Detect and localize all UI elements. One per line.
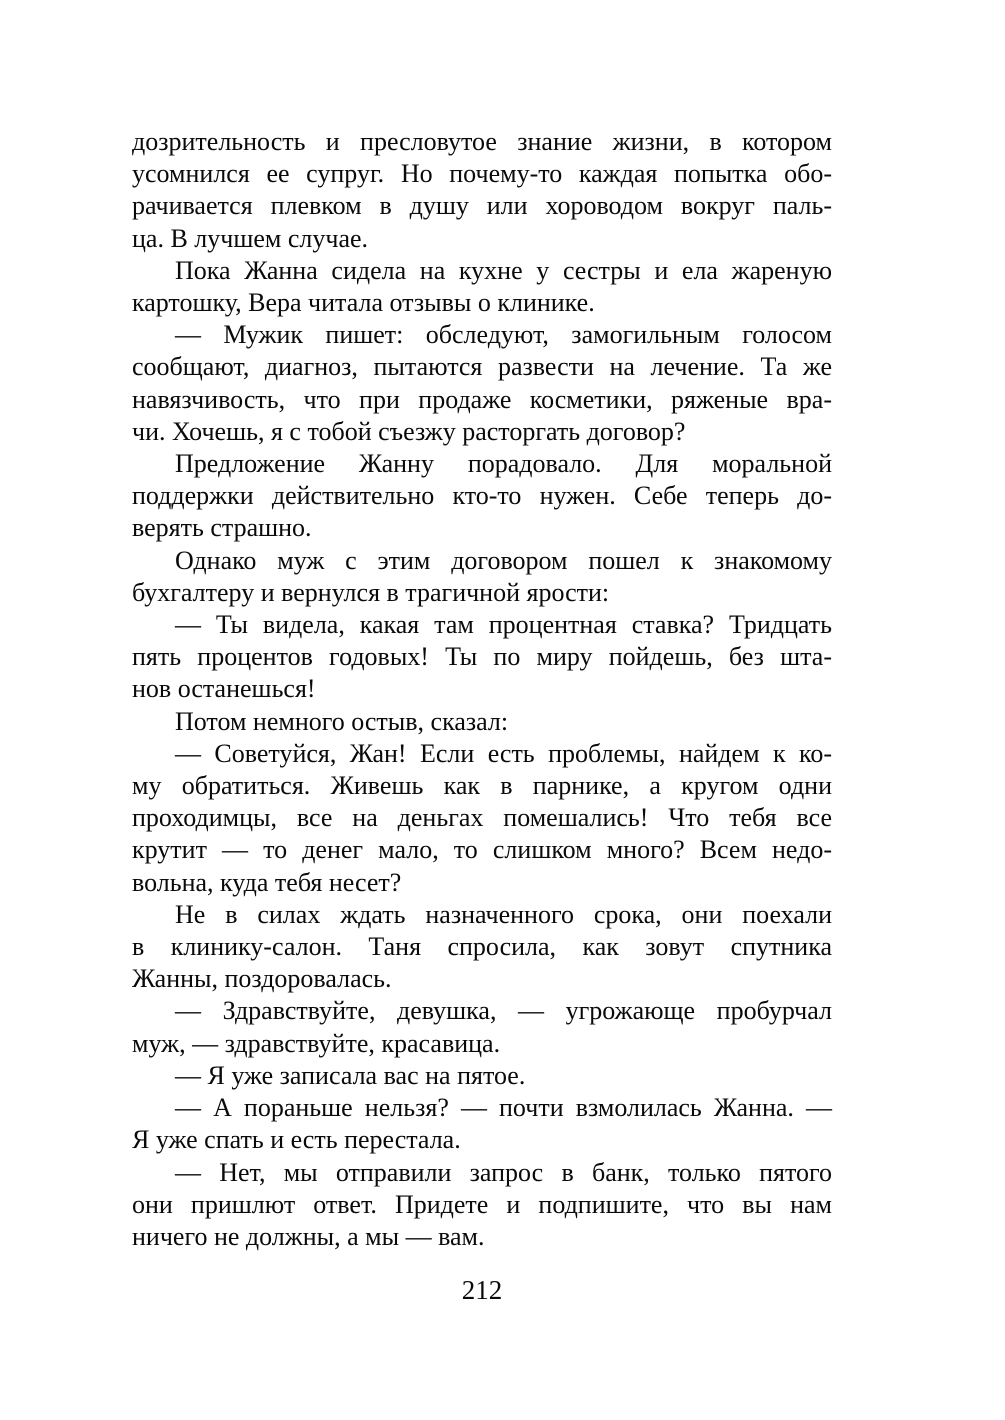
text-line: — Ты видела, какая там процентная ставка? Тридцать [175, 610, 832, 640]
text-line: бухгалтеру и вернулся в трагичной ярости: [132, 577, 610, 607]
text-line: усомнился ее супруг. Но почему-то каждая попытка обо- [132, 159, 832, 189]
text-line: му обратиться. Живешь как в парнике, а кругом одни [132, 771, 832, 801]
text-line: сообщают, диагноз, пытаются развести на лечение. Та же [132, 352, 832, 382]
text-line: Жанны, поздоровалась. [132, 964, 392, 994]
text-line: Однако муж с этим договором пошел к знакомому [175, 545, 832, 575]
text-line: крутит — то денег мало, то слишком много? Всем недо- [132, 835, 832, 865]
paragraph [132, 319, 832, 448]
text-line: Пока Жанна сидела на кухне у сестры и ела жареную [175, 255, 832, 285]
text-line: вольна, куда тебя несет? [132, 867, 402, 897]
text-line: пять процентов годовых! Ты по миру пойдешь, без шта- [132, 642, 832, 672]
text-line: картошку, Вера читала отзывы о клинике. [132, 288, 595, 318]
text-column [132, 126, 832, 1253]
paragraph [132, 448, 832, 545]
text-line: Не в силах ждать назначенного срока, они поехали [175, 899, 832, 929]
text-line: поддержки действительно кто-то нужен. Себе теперь до- [132, 481, 832, 511]
text-line: — Здравствуйте, девушка, — угрожающе пробурчал [175, 996, 832, 1026]
paragraph [132, 1092, 832, 1156]
text-line: чи. Хочешь, я с тобой съезжу расторгать договор? [132, 416, 686, 446]
text-line: в клинику-салон. Таня спросила, как зовут спутника [132, 932, 832, 962]
paragraph [132, 126, 832, 255]
text-line: ничего не должны, а мы — вам. [132, 1221, 485, 1251]
text-line: навязчивость, что при продаже косметики, ряженые вра- [132, 384, 832, 414]
text-line: — Я уже записала вас на пятое. [175, 1060, 526, 1090]
text-line: проходимцы, все на деньгах помешались! Что тебя все [132, 803, 832, 833]
text-line: муж, — здравствуйте, красавица. [132, 1028, 501, 1058]
text-line: — Мужик пишет: обследуют, замогильным голосом [175, 320, 832, 350]
text-line: — А пораньше нельзя? — почти взмолилась Жанна. — [175, 1093, 832, 1123]
paragraph [132, 609, 832, 706]
paragraph [132, 738, 832, 899]
paragraph [132, 899, 832, 996]
text-line: верять страшно. [132, 513, 312, 543]
text-line: нов останешься! [132, 674, 316, 704]
text-line: — Советуйся, Жан! Если есть проблемы, найдем к ко- [175, 738, 832, 768]
text-line: Предложение Жанну порадовало. Для моральной [175, 449, 832, 479]
text-line: Я уже спать и есть перестала. [132, 1125, 461, 1155]
paragraph [132, 995, 832, 1059]
paragraph [132, 545, 832, 609]
text-line: — Нет, мы отправили запрос в банк, только пятого [175, 1157, 832, 1187]
paragraph [132, 255, 832, 319]
page-number: 212 [461, 1275, 503, 1305]
text-line: Потом немного остыв, сказал: [175, 706, 509, 736]
paragraph [132, 706, 832, 738]
paragraph [132, 1060, 832, 1092]
text-line: они пришлют ответ. Придете и подпишите, что вы нам [132, 1189, 832, 1219]
paragraph [132, 1157, 832, 1254]
text-line: дозрительность и пресловутое знание жизни, в котором [132, 127, 832, 156]
text-line: рачивается плевком в душу или хороводом вокруг паль- [132, 191, 832, 221]
text-line: ца. В лучшем случае. [132, 223, 369, 253]
